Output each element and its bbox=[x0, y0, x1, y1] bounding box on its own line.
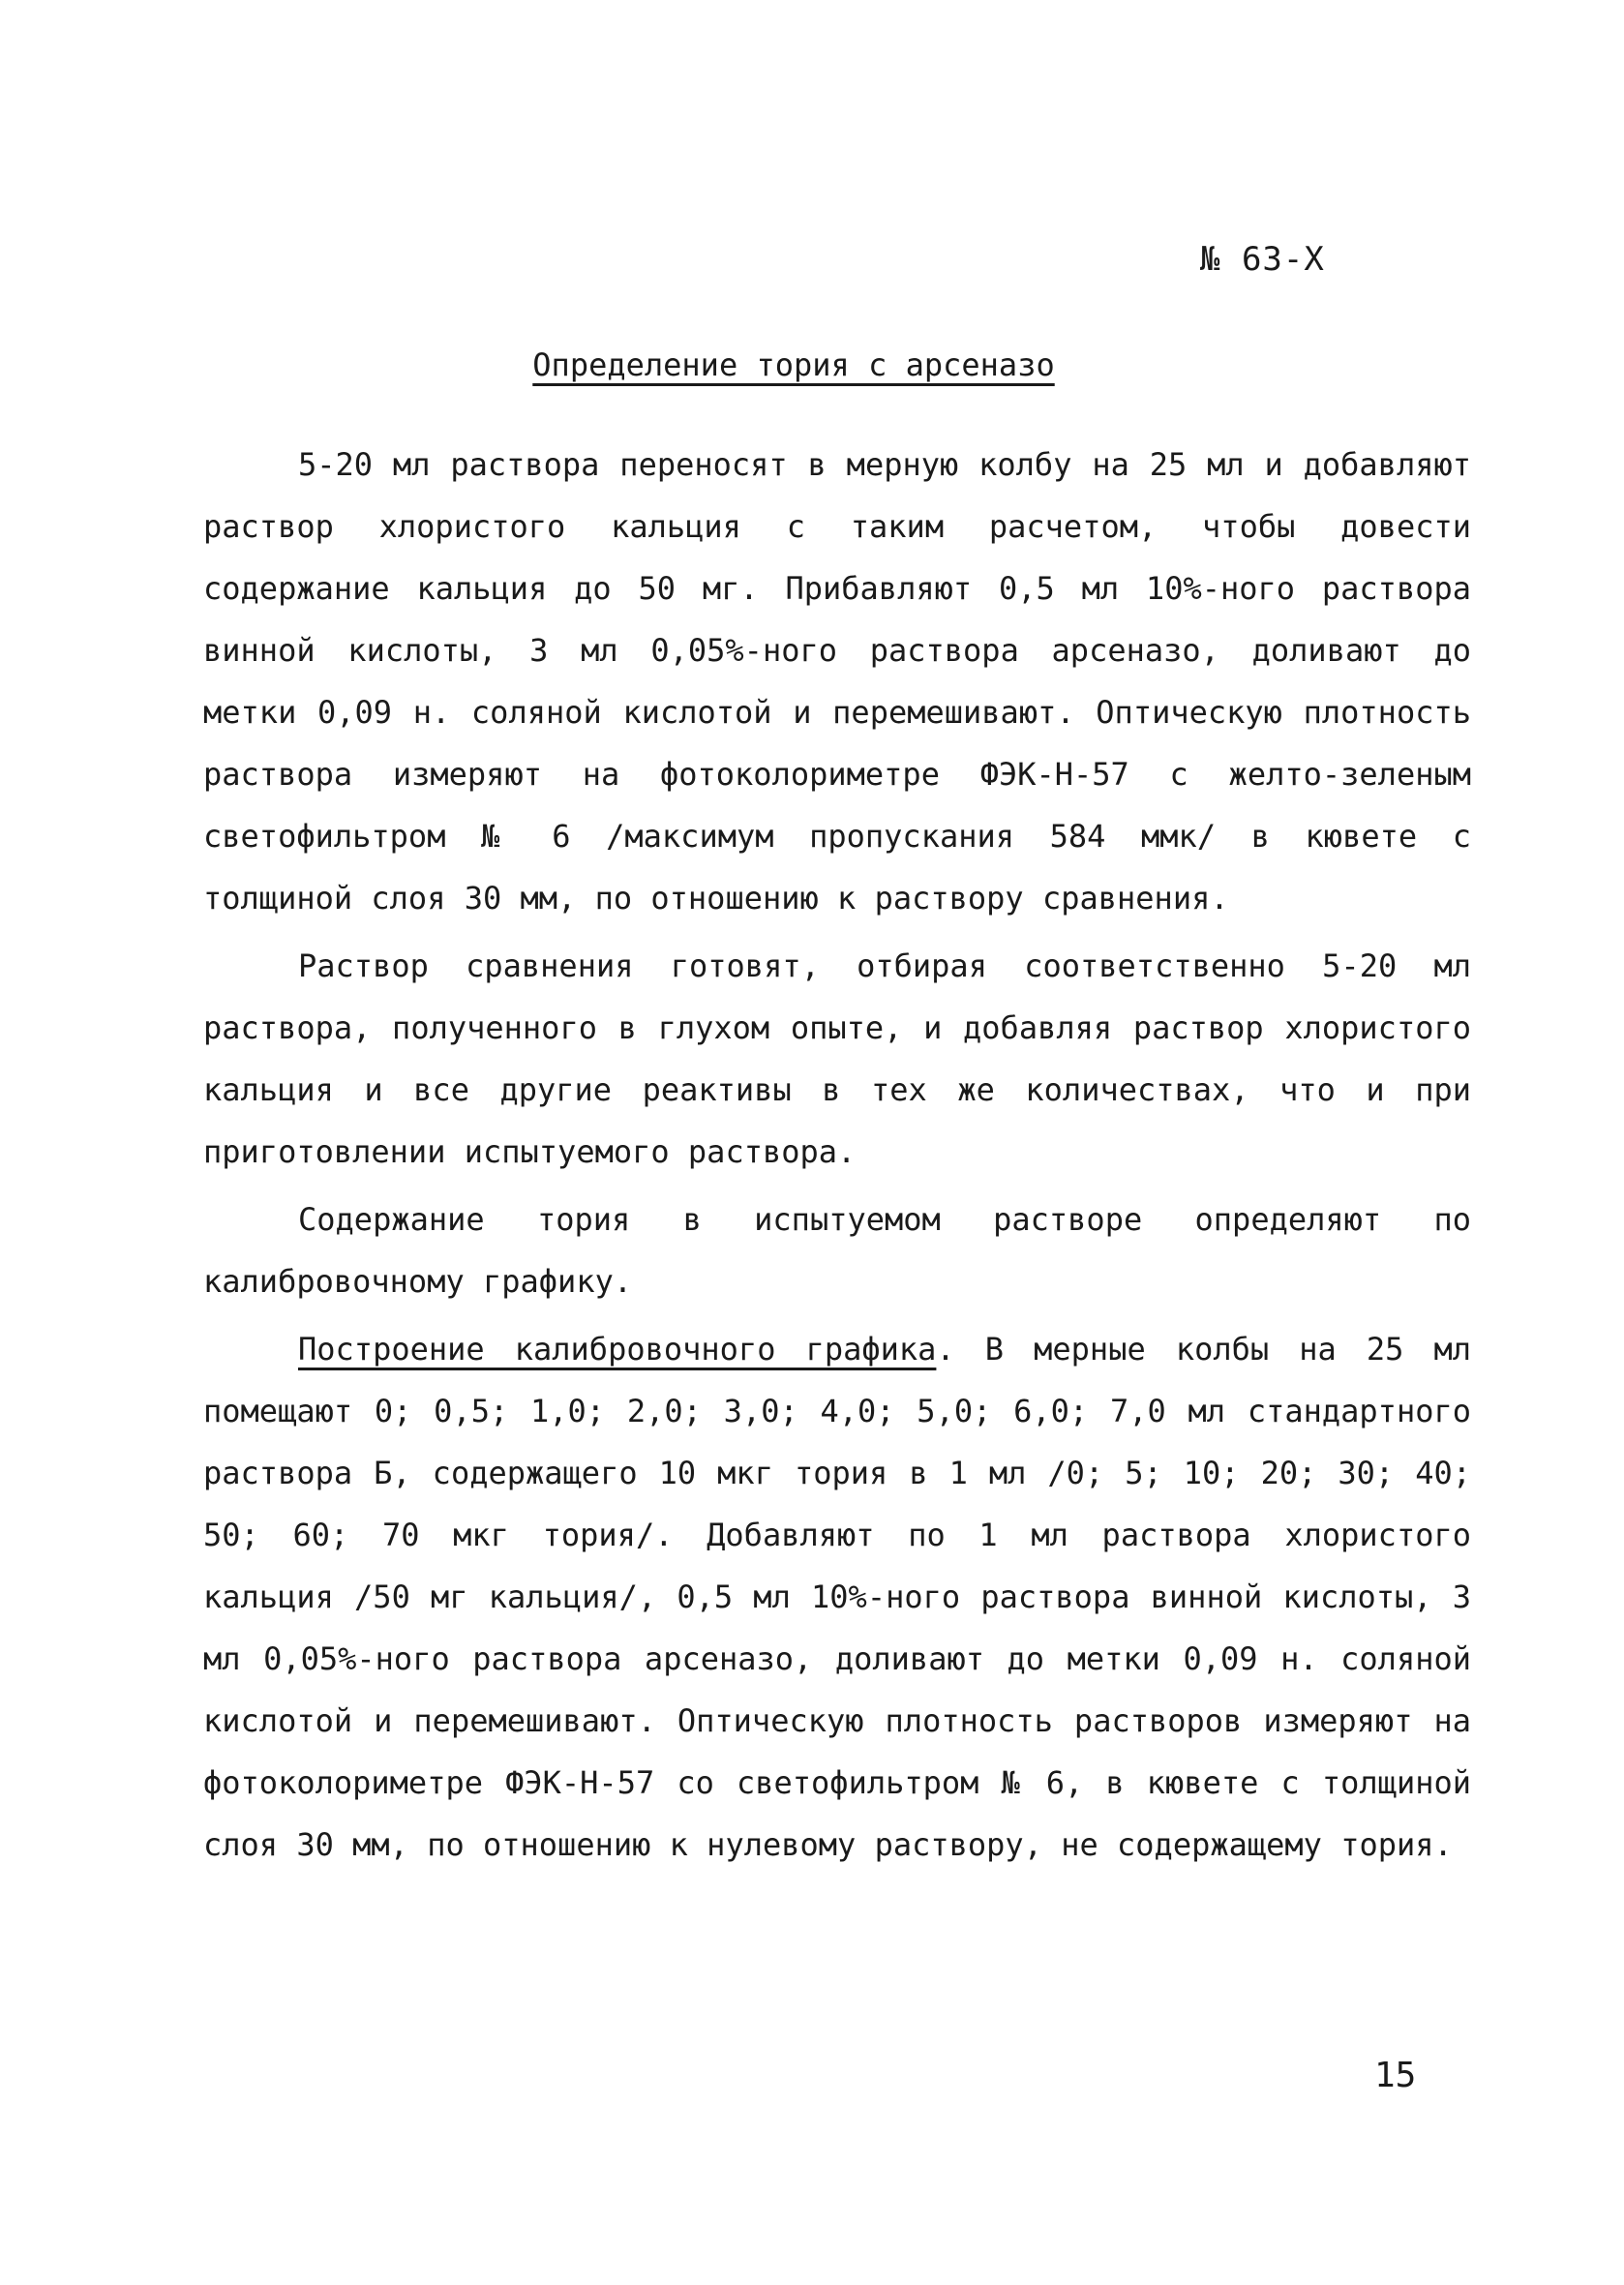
document-title-wrapper bbox=[0, 346, 1587, 383]
page-number: 15 bbox=[1374, 2056, 1417, 2095]
document-number: № 63-Х bbox=[1200, 240, 1325, 279]
document-title: Определение тория с арсеназо bbox=[532, 346, 1055, 383]
paragraph-text: Раствор сравнения готовят, отбирая соответственно 5-20 мл раствора, полученного в глухом опыте, и добавляя раствор хлористого кальция и все другие реактивы в тех же количествах, что и при приготовлении испытуемого раствора. bbox=[203, 947, 1471, 1170]
paragraph-text: . В мерные колбы на 25 мл помещают 0; 0,5; 1,0; 2,0; 3,0; 4,0; 5,0; 6,0; 7,0 мл стандартного раствора Б, содержащего 10 мкг тория в 1 мл /0; 5; 10; 20; 30; 40; 50; 60; 70 мкг тория/. Добавляют по 1 мл раствора хлористого кальция /50 мг кальция/, 0,5 мл 10%-ного раствора винной кислоты, 3 мл 0,05%-ного раствора арсеназо, доливают до метки 0,09 н. соляной кислотой и перемешивают. Оптическую плотность растворов измеряют на фотоколориметре ФЭК-Н-57 со светофильтром № 6, в кювете с толщиной слоя 30 мм, по отношению к нулевому раствору, не содержащему тория. bbox=[203, 1331, 1472, 1863]
paragraph-2 bbox=[203, 935, 1471, 1183]
section-heading-calibration: Построение калибровочного графика bbox=[298, 1331, 937, 1368]
paragraph-4 bbox=[203, 1318, 1471, 1876]
document-body bbox=[203, 434, 1471, 1881]
paragraph-3 bbox=[203, 1188, 1471, 1312]
paragraph-text: 5-20 мл раствора переносят в мерную колбу на 25 мл и добавляют раствор хлористого кальция с таким расчетом, чтобы довести содержание кальция до 50 мг. Прибавляют 0,5 мл 10%-ного раствора винной кислоты, 3 мл 0,05%-ного раствора арсеназо, доливают до метки 0,09 н. соляной кислотой и перемешивают. Оптическую плотность раствора измеряют на фотоколориметре ФЭК-Н-57 с желто-зеленым светофильтром № 6 /максимум пропускания 584 ммк/ в кювете с толщиной слоя 30 мм, по отношению к раствору сравнения. bbox=[203, 446, 1471, 917]
paragraph-1 bbox=[203, 434, 1471, 929]
paragraph-text: Содержание тория в испытуемом растворе определяют по калибровочному графику. bbox=[203, 1201, 1471, 1300]
